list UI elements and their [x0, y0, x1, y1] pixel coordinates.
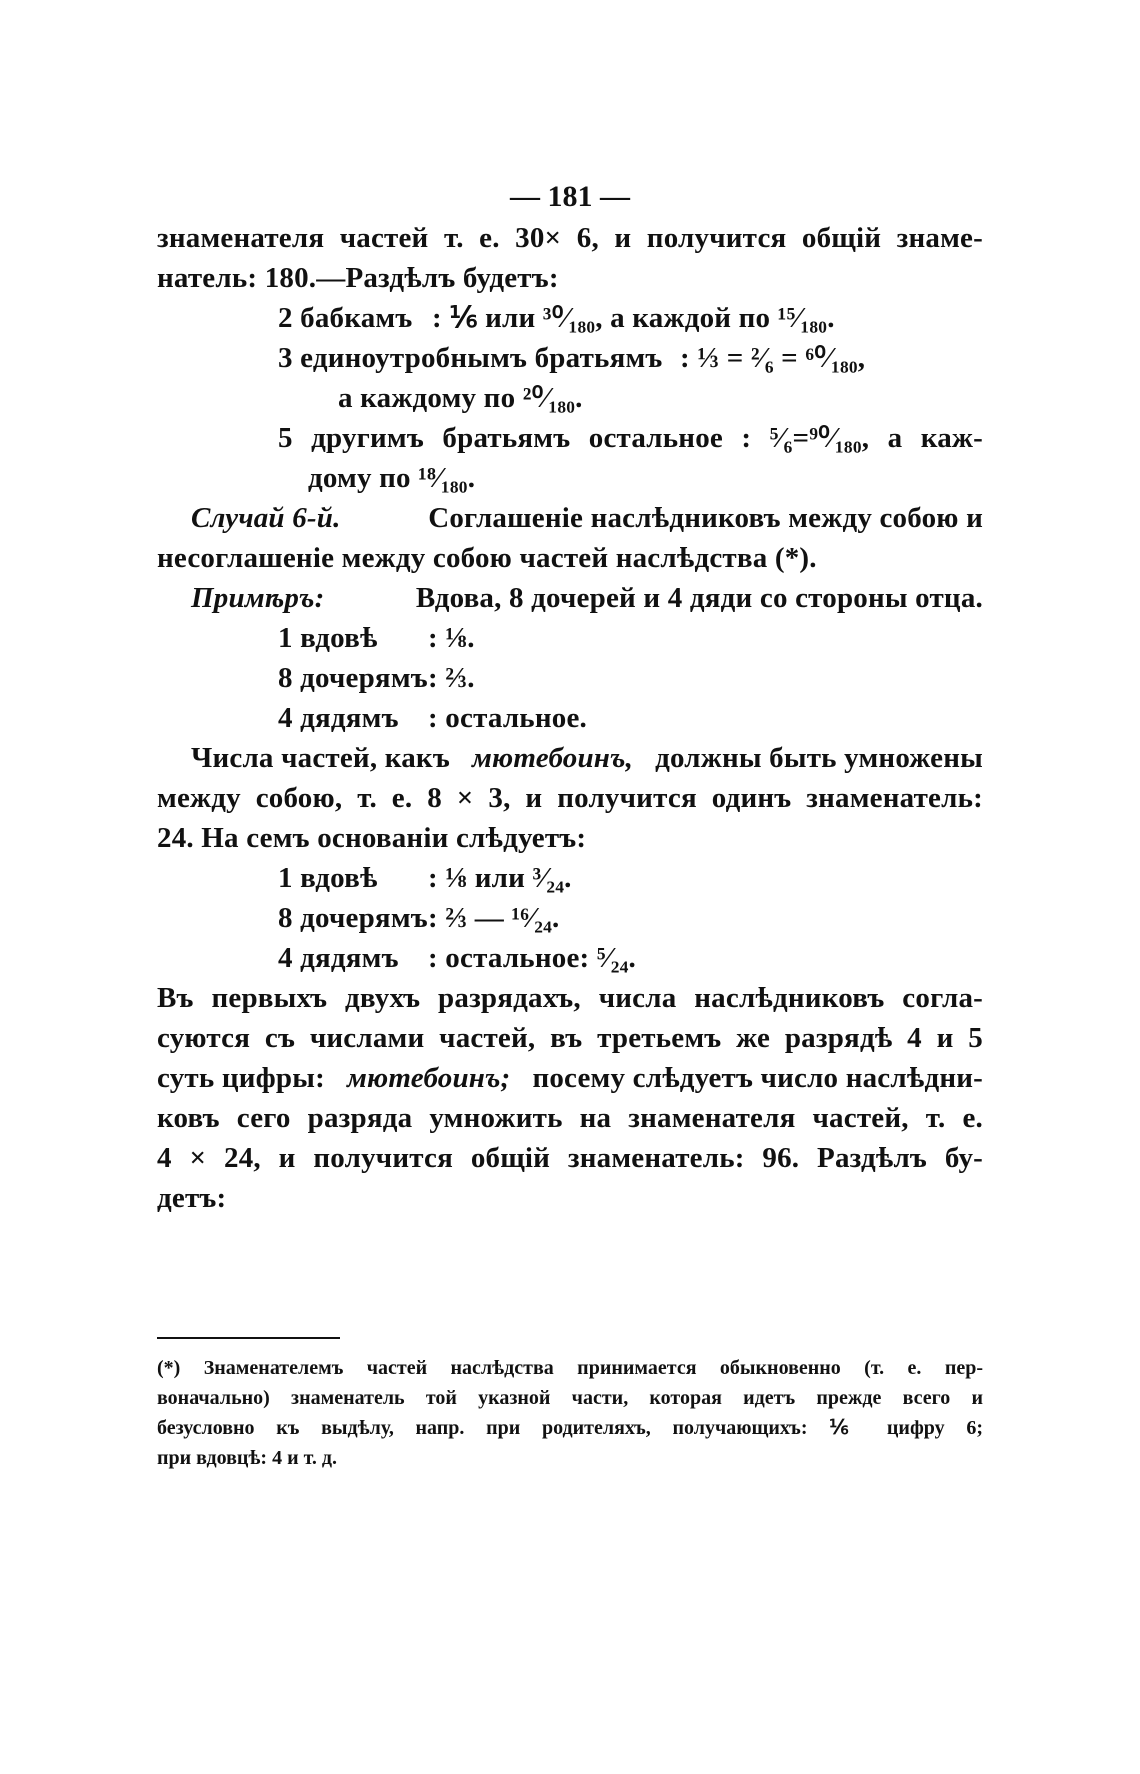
text-line: 5 другимъ братьямъ остальное : ⁵⁄₆=⁹⁰⁄₁₈₀, а каж- — [278, 422, 983, 454]
text-line: 4 дядямъ — [278, 942, 399, 974]
text-line: 2 бабкамъ — [278, 302, 413, 334]
text-line: 8 дочерямъ — [278, 902, 428, 934]
footnote-rule — [157, 1337, 340, 1339]
text-line: : ⅔ — ¹⁶⁄₂₄. — [428, 902, 560, 934]
example-text: Вдова, 8 дочерей и 4 дяди со стороны отца. — [415, 582, 983, 614]
example-line — [191, 578, 983, 618]
example-label: Примѣръ: — [191, 582, 325, 614]
text-line: несоглашеніе между собою частей наслѣдства (*). — [157, 542, 817, 574]
page-number: — 181 — — [510, 180, 630, 213]
footnote-line: воначально) знаменатель той указной части, которая идетъ прежде всего и — [157, 1387, 983, 1409]
text-line: между собою, т. е. 8 × 3, и получится одинъ знаменатель: — [157, 782, 983, 814]
text-line: : ⅔. — [428, 662, 475, 694]
case-label: Случай 6-й. — [191, 502, 341, 534]
text-line: знаменателя частей т. е. 30× 6, и получится общій знаме- — [157, 222, 983, 254]
text-line: 3 единоутробнымъ братьямъ — [278, 342, 663, 374]
case-text: Соглашеніе наслѣдниковъ между собою и — [428, 502, 983, 534]
footnote-line: безусловно къ выдѣлу, напр. при родителяхъ, получающихъ: ⅙ цифру 6; — [157, 1417, 983, 1439]
text-line: 4 дядямъ — [278, 702, 399, 734]
text-span: посему слѣдуетъ число наслѣдни- — [532, 1062, 983, 1094]
text-line: детъ: — [157, 1182, 227, 1214]
text-line: ковъ сего разряда умножить на знаменателя частей, т. е. — [157, 1102, 983, 1134]
text-line: а каждому по ²⁰⁄₁₈₀. — [338, 382, 583, 414]
text-span: суть цифры: — [157, 1062, 325, 1094]
text-line — [157, 1058, 983, 1098]
text-line: : остальное: ⁵⁄₂₄. — [428, 942, 637, 974]
text-line: Въ первыхъ двухъ разрядахъ, числа наслѣдниковъ согла- — [157, 982, 983, 1014]
text-line: 8 дочерямъ — [278, 662, 428, 694]
text-line: суются съ числами частей, въ третьемъ же разрядѣ 4 и 5 — [157, 1022, 983, 1054]
text-line: 4 × 24, и получится общій знаменатель: 96. Раздѣлъ бу- — [157, 1142, 983, 1174]
text-line: : ⅛. — [428, 622, 475, 654]
text-span: должны быть умножены — [655, 742, 983, 774]
text-line: натель: 180.—Раздѣлъ будетъ: — [157, 262, 559, 294]
footnote-line: при вдовцѣ: 4 и т. д. — [157, 1447, 338, 1469]
text-line: : ⅙ или ³⁰⁄₁₈₀, а каждой по ¹⁵⁄₁₈₀. — [432, 302, 835, 334]
term-mutebain: мютебоинъ; — [346, 1062, 511, 1094]
text-line: 1 вдовѣ — [278, 622, 378, 654]
case-heading-line — [191, 498, 983, 538]
text-line: 1 вдовѣ — [278, 862, 378, 894]
text-line: дому по ¹⁸⁄₁₈₀. — [308, 462, 476, 494]
text-line: : ⅛ или ³⁄₂₄. — [428, 862, 572, 894]
text-line: 24. На семъ основаніи слѣдуетъ: — [157, 822, 587, 854]
text-span: Числа частей, какъ — [191, 742, 450, 774]
footnote-line: (*) Знаменателемъ частей наслѣдства принимается обыкновенно (т. е. пер- — [157, 1357, 983, 1379]
text-line: : остальное. — [428, 702, 587, 734]
text-line: : ⅓ = ²⁄₆ = ⁶⁰⁄₁₈₀, — [680, 342, 866, 374]
text-line — [191, 738, 983, 778]
term-mutebain: мютебоинъ, — [471, 742, 634, 774]
